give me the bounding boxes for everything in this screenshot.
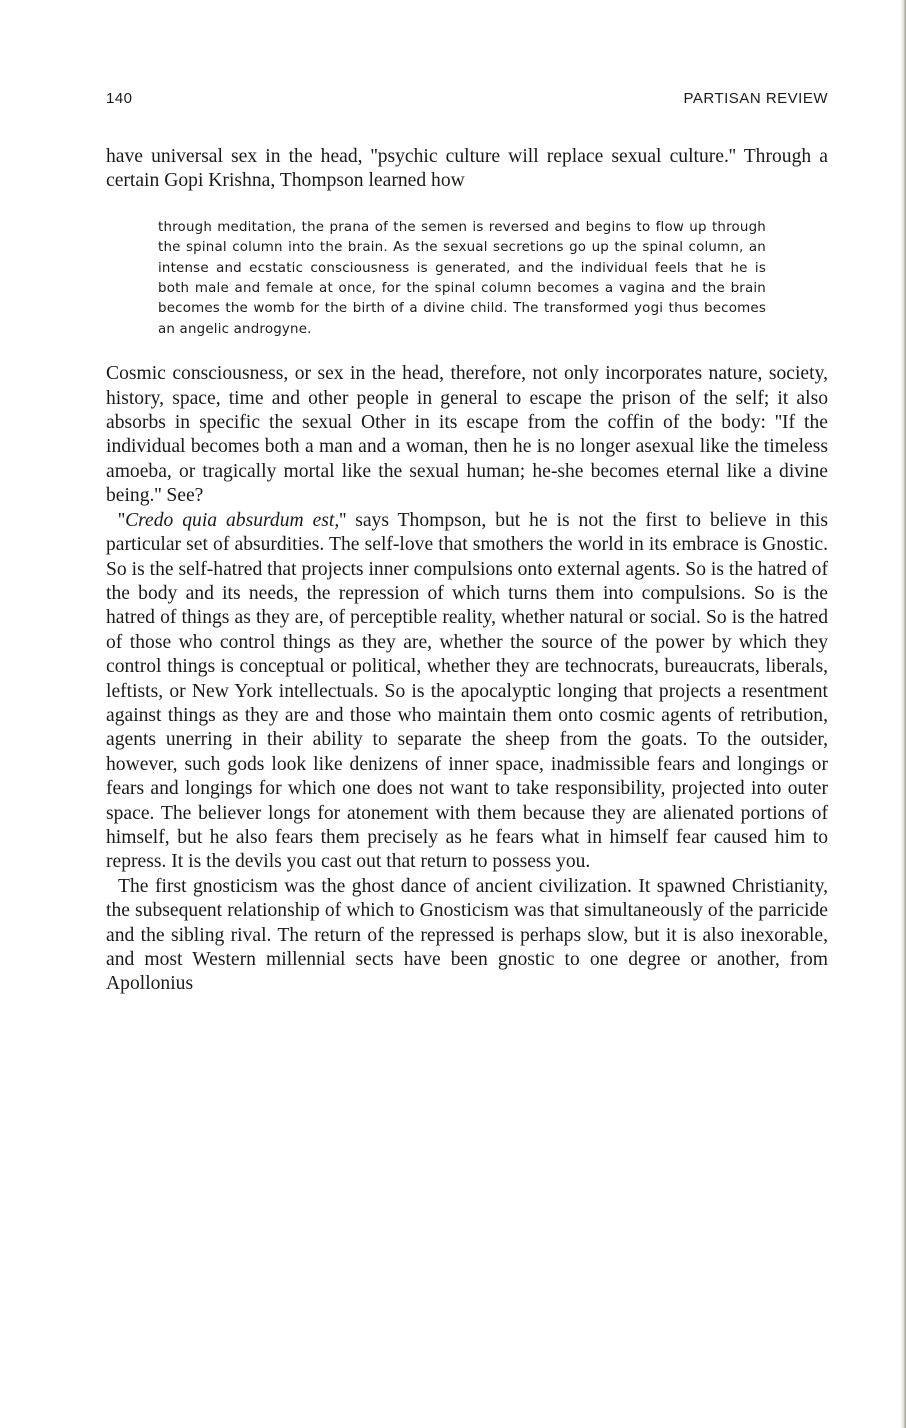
page-edge: [900, 0, 906, 1428]
latin-phrase: Credo quia absurdum est,: [125, 509, 340, 531]
paragraph-3-text: '' says Thompson, but he is not the first to believe in this particular set of absurdities. The self-love that smothers the world in its embrace is Gnostic. So is the self-hatred that projects inner compulsions onto external agents. So is the hatred of the body and its needs, the repression of which turns them into compulsions. So is the hatred of things as they are, of perceptible reality, whether natural or social. So is the hatred of those who control things as they are, whether the source of the power by which they control things is conceptual or political, whether they are technocrats, bureaucrats, liberals, leftists, or New York intellectuals. So is the apocalyptic longing that projects a resentment against things as they are and those who maintain them onto cosmic agents of retribution, agents unerring in their ability to separate the sheep from the goats. To the outsider, however, such gods look like denizens of inner space, inadmissible fears and longings or fears and longings for which one does not want to take responsibility, projected into outer space. The believer longs for atonement with them because they are alienated portions of himself, but he also fears them precisely as he fears what in himself fear caused him to repress. It is the devils you cast out that return to possess you.: [106, 509, 828, 873]
open-quote-mark: '': [118, 509, 126, 531]
page-number: 140: [106, 89, 133, 107]
block-quote: through meditation, the prana of the semen is reversed and begins to flow up through the spinal column into the brain. As the sexual secretions go up the spinal column, an intense and ecstatic consciousness is generated, and the individual feels that he is both male and female at once, for the spinal column becomes a vagina and the brain becomes the womb for the birth of a divine child. The transformed yogi thus becomes an angelic androgyne.: [158, 219, 766, 337]
paragraph-3: [106, 509, 828, 875]
paragraph-4: The first gnosticism was the ghost dance of ancient civilization. It spawned Christianity, the subsequent relationship of which to Gnosticism was that simultaneously of the parricide and the sibling rival. The return of the repressed is perhaps slow, but it is also inexorable, and most Western millennial sects have been gnostic to one degree or another, from Apollonius: [106, 875, 828, 995]
journal-title: PARTISAN REVIEW: [683, 89, 828, 107]
paragraph-1: have universal sex in the head, ''psychic culture will replace sexual culture.'' Through a certain Gopi Krishna, Thompson learned how: [106, 146, 828, 192]
running-head: [106, 87, 828, 109]
article-body: [106, 145, 828, 997]
paragraph-2: Cosmic consciousness, or sex in the head, therefore, not only incorporates nature, society, history, space, time and other people in general to escape the prison of the self; it also absorbs in specific the sexual Other in its escape from the coffin of the body: ''If the individual becomes both a man and a woman, then he is no longer asexual like the timeless amoeba, or tragically mortal like the sexual human; he-she becomes eternal like a divine being.'' See?: [106, 363, 828, 507]
